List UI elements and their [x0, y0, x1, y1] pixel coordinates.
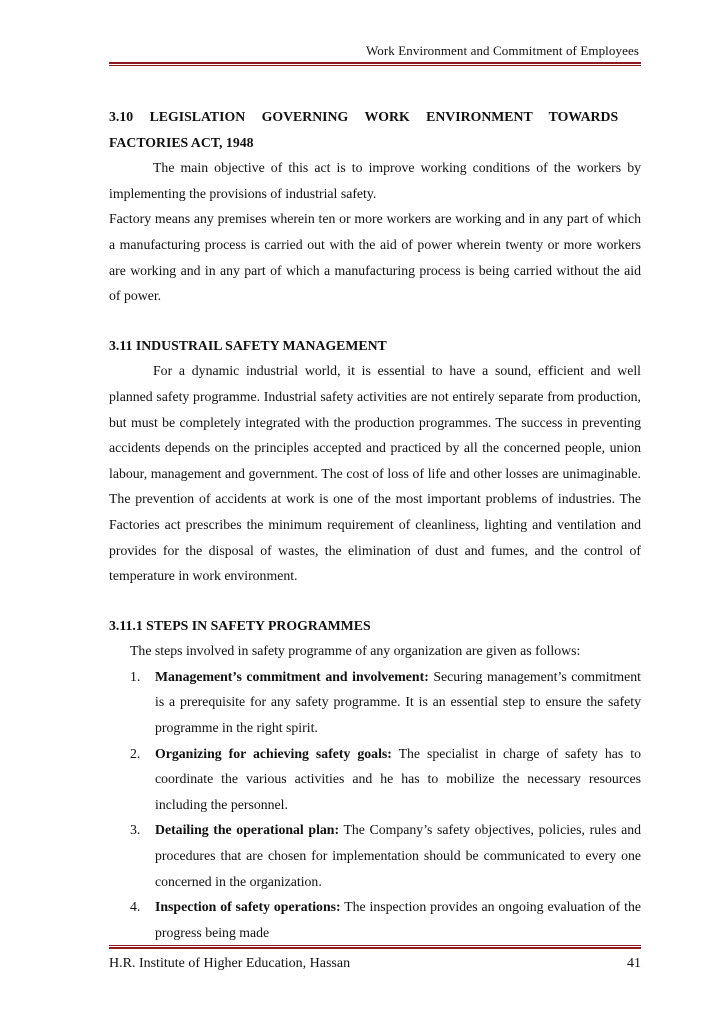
spacer — [109, 309, 641, 333]
list-item-number: 3. — [130, 822, 141, 838]
list-item-title: Inspection of safety operations: — [155, 899, 341, 915]
list-item — [109, 664, 641, 741]
steps-list — [109, 664, 641, 946]
list-item — [109, 817, 641, 894]
footer-rule — [109, 945, 641, 949]
page-body — [109, 104, 641, 945]
header-rule — [109, 62, 641, 66]
page-number: 41 — [627, 956, 641, 971]
steps-intro: The steps involved in safety programme of any organization are given as follows: — [130, 643, 581, 659]
list-item-text: Securing management’s commitment is a prerequisite for any safety programme. It is an essential step to ensure the safety programme in the right spirit. — [155, 668, 642, 736]
list-item-number: 2. — [130, 745, 141, 761]
spacer — [109, 589, 641, 613]
paragraph-safety-management: For a dynamic industrial world, it is essential to have a sound, efficient and well planned safety programme. Industrial safety activities are not entirely separate from production, but must be completely integrated with the production programmes. The success in preventing accidents depends on the principles accepted and practiced by all the concerned people, union labour, management and government. The cost of loss of life and other losses are unimaginable. The prevention of accidents at work is one of the most important problems of industries. The Factories act prescribes the minimum requirement of cleanliness, lighting and ventilation and provides for the disposal of wastes, the elimination of dust and fumes, and the control of temperature in work environment. — [109, 363, 641, 584]
running-header: Work Environment and Commitment of Employees — [365, 43, 639, 58]
list-item — [109, 894, 641, 945]
list-item-number: 4. — [130, 899, 141, 915]
list-item-title: Detailing the operational plan: — [155, 822, 340, 838]
list-item-text: The specialist in charge of safety has to coordinate the various activities and he has to mobilize the necessary resources including the personnel. — [155, 745, 642, 812]
list-item-text: The inspection provides an ongoing evaluation of the progress being made — [155, 899, 641, 940]
section-heading-3-11: 3.11 INDUSTRAIL SAFETY MANAGEMENT — [109, 337, 387, 353]
footer-institution: H.R. Institute of Higher Education, Hassan — [109, 956, 351, 971]
section-heading-3-11-1: 3.11.1 STEPS IN SAFETY PROGRAMMES — [109, 617, 371, 633]
paragraph-objective: The main objective of this act is to improve working conditions of the workers by implementing the provisions of industrial safety. — [109, 160, 641, 201]
list-item — [109, 741, 641, 818]
list-item-title: Management’s commitment and involvement: — [155, 668, 429, 684]
list-item-title: Organizing for achieving safety goals: — [155, 745, 392, 761]
list-item-text: The Company’s safety objectives, policies, rules and procedures that are chosen for implementation should be communicated to every one concerned in the organization. — [155, 822, 642, 889]
section-heading-3-10-line1: 3.10 LEGISLATION GOVERNING WORK ENVIRONMENT TOWARDS — [109, 109, 619, 124]
paragraph-factory-definition: Factory means any premises wherein ten or more workers are working and in any part of which a manufacturing process is carried out with the aid of power wherein twenty or more workers are working and in any part of which a manufacturing process is being carried without the aid of power. — [109, 211, 641, 304]
section-heading-3-10-line2: FACTORIES ACT, 1948 — [109, 134, 254, 150]
list-item-number: 1. — [130, 668, 141, 684]
